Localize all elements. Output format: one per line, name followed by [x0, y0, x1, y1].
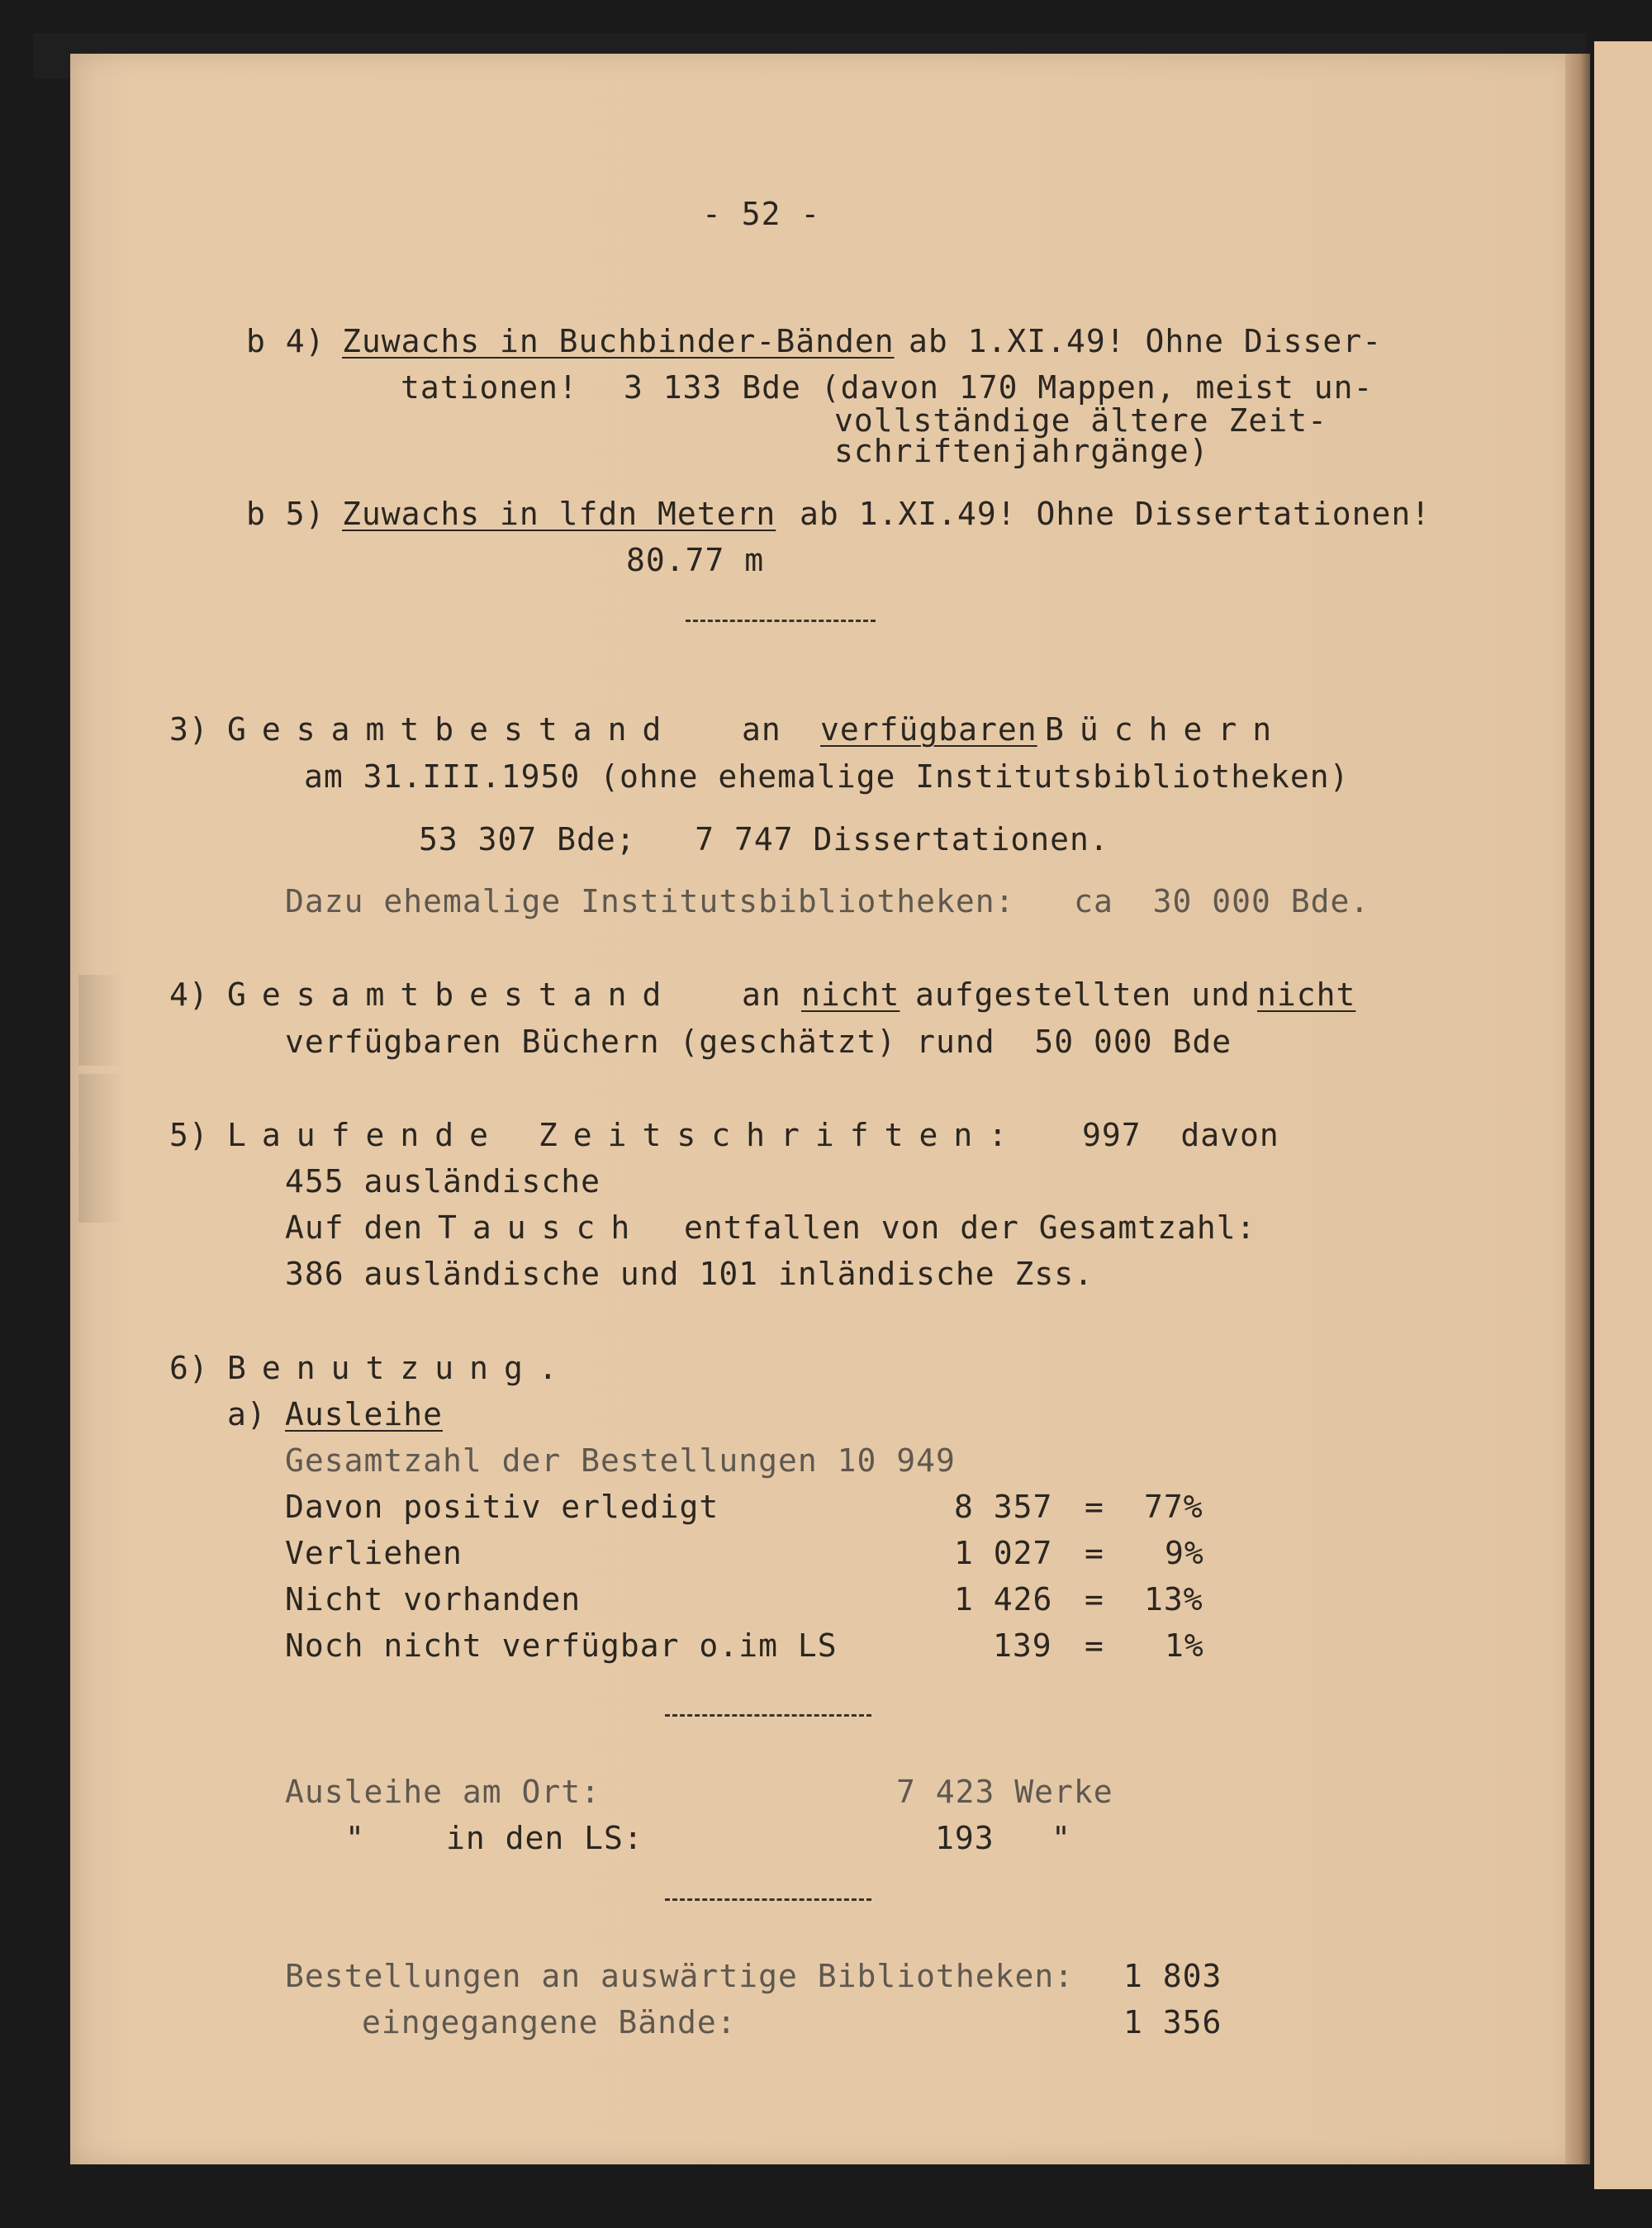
stats-row-eq: =	[1085, 1535, 1104, 1571]
s5-line3-spaced: Tausch	[438, 1209, 646, 1246]
bestell-label: Bestellungen an auswärtige Bibliotheken:	[285, 1958, 1075, 1994]
stats-row-label: Nicht vorhanden	[285, 1581, 582, 1618]
s5-line4: 386 ausländische und 101 inländische Zss.	[285, 1256, 1094, 1292]
s6-spaced-title: Benutzung.	[227, 1350, 573, 1386]
page-number: - 52 -	[702, 196, 821, 232]
s4-label: 4)	[169, 976, 209, 1013]
b4-line2-b: 3 133 Bde (davon 170 Mappen, meist un-	[624, 369, 1374, 406]
s6-sub-a-title: Ausleihe	[285, 1396, 444, 1432]
eingang-value: 1 356	[1123, 2004, 1222, 2040]
b5-title: Zuwachs in lfdn Metern	[342, 496, 776, 532]
ls-label: in den LS:	[446, 1820, 643, 1856]
s4-line2: verfügbaren Büchern (geschätzt) rund 50 000 Bde	[285, 1024, 1232, 1060]
s3-spaced-tail: Büchern	[1045, 711, 1288, 748]
s3-underlined: verfügbaren	[820, 711, 1037, 748]
stats-row-label: Noch nicht verfügbar o.im LS	[285, 1627, 838, 1664]
stats-row-pct: 77%	[1144, 1489, 1203, 1525]
s5-line3-a: Auf den	[285, 1209, 424, 1246]
stats-row-value: 139	[993, 1627, 1052, 1664]
stats-row-eq: =	[1085, 1489, 1104, 1525]
b5-label: b 5)	[246, 496, 325, 532]
b4-line2-a: tationen!	[401, 369, 578, 406]
s5-count: 997 davon	[1082, 1117, 1279, 1153]
ls-ditto: "	[345, 1820, 365, 1856]
b4-line1-rest: ab 1.XI.49! Ohne Disser-	[909, 323, 1383, 359]
s5-label: 5)	[169, 1117, 209, 1153]
ort-value: 7 423 Werke	[896, 1774, 1113, 1810]
b4-line3: vollständige ältere Zeit-	[834, 402, 1327, 439]
b4-title: Zuwachs in Buchbinder-Bänden	[342, 323, 895, 359]
adjacent-page-edge	[1594, 41, 1652, 2189]
s6-total-line: Gesamtzahl der Bestellungen 10 949	[285, 1442, 956, 1479]
s3-line4: Dazu ehemalige Institutsbibliotheken: ca 30 000 Bde.	[285, 883, 1370, 919]
section-divider	[686, 620, 876, 622]
s4-nicht-1: nicht	[801, 976, 900, 1013]
section-divider	[665, 1898, 871, 1901]
ort-label: Ausleihe am Ort:	[285, 1774, 601, 1810]
s6-sub-a-label: a)	[227, 1396, 267, 1432]
ls-ditto-2: "	[1051, 1820, 1071, 1856]
b4-label: b 4)	[246, 323, 325, 359]
ls-value: 193	[935, 1820, 995, 1856]
s4-nicht-2: nicht	[1257, 976, 1356, 1013]
b4-line4: schriftenjahrgänge)	[834, 433, 1209, 469]
s4-word-an: an	[742, 976, 781, 1013]
s3-word-an: an	[742, 711, 781, 748]
page-fold-shadow	[1565, 54, 1590, 2164]
margin-stain	[78, 1074, 124, 1223]
s6-label: 6)	[169, 1350, 209, 1386]
section-divider	[665, 1714, 871, 1717]
stats-row-label: Verliehen	[285, 1535, 463, 1571]
b5-value: 80.77 m	[626, 542, 765, 578]
s4-mid: aufgestellten und	[915, 976, 1251, 1013]
s5-spaced-title: Laufende Zeitschriften:	[227, 1117, 1023, 1153]
eingang-label: eingegangene Bände:	[362, 2004, 737, 2040]
b5-line1-rest: ab 1.XI.49! Ohne Dissertationen!	[800, 496, 1431, 532]
stats-row-pct: 1%	[1165, 1627, 1204, 1664]
s3-spaced-title: Gesamtbestand	[227, 711, 677, 748]
stats-row-pct: 9%	[1165, 1535, 1204, 1571]
s5-line2: 455 ausländische	[285, 1163, 601, 1200]
s3-line3: 53 307 Bde; 7 747 Dissertationen.	[419, 821, 1109, 857]
stats-row-value: 1 027	[954, 1535, 1053, 1571]
stats-row-label: Davon positiv erledigt	[285, 1489, 719, 1525]
stats-row-eq: =	[1085, 1627, 1104, 1664]
margin-stain	[78, 975, 124, 1066]
s5-line3-b: entfallen von der Gesamtzahl:	[684, 1209, 1256, 1246]
stats-row-value: 1 426	[954, 1581, 1053, 1618]
stats-row-eq: =	[1085, 1581, 1104, 1618]
s3-line2: am 31.III.1950 (ohne ehemalige Institutsbibliotheken)	[304, 758, 1350, 795]
stats-row-pct: 13%	[1144, 1581, 1203, 1618]
s3-label: 3)	[169, 711, 209, 748]
stats-row-value: 8 357	[954, 1489, 1053, 1525]
s4-spaced-title: Gesamtbestand	[227, 976, 677, 1013]
bestell-value: 1 803	[1123, 1958, 1222, 1994]
